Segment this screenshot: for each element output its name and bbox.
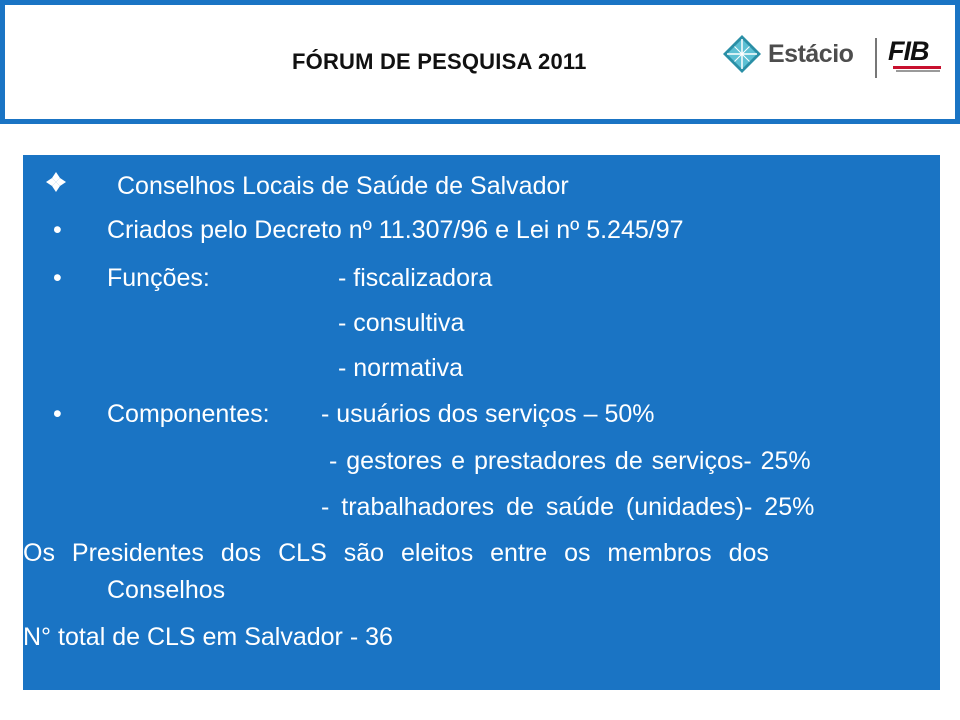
presidentes-text-cont: Conselhos [107,576,226,604]
funcoes-label: Funções: [107,264,210,292]
section-heading: Conselhos Locais de Saúde de Salvador [117,172,569,200]
funcao-item: - normativa [338,354,464,382]
fib-logo-text: FIB [888,36,929,66]
funcao-item: - consultiva [338,309,465,337]
presidentes-text: Os Presidentes dos CLS são eleitos entre os membros dos [23,539,769,567]
bullet-icon: • [53,216,62,244]
estacio-logo-icon [722,34,762,74]
content-panel [23,155,940,690]
logo-divider [875,38,877,78]
fib-logo-subline [896,70,940,72]
estacio-logo-text: Estácio [768,40,854,68]
estacio-logo [722,34,872,76]
page-title: FÓRUM DE PESQUISA 2011 [292,49,587,74]
bullet-icon: • [53,264,62,292]
componente-item: - usuários dos serviços – 50% [321,400,655,428]
fib-logo [884,36,944,76]
total-cls-text: N° total de CLS em Salvador - 36 [23,623,393,651]
componente-item: - trabalhadores de saúde (unidades)- 25% [321,493,815,521]
componentes-label: Componentes: [107,400,270,428]
fib-logo-bar [893,66,941,69]
funcao-item: - fiscalizadora [338,264,493,292]
bullet-icon: • [53,400,62,428]
componente-item: - gestores e prestadores de serviços- 25% [329,447,811,475]
criados-text: Criados pelo Decreto nº 11.307/96 e Lei nº 5.245/97 [107,216,684,244]
diamond-bullet-icon [46,172,66,192]
